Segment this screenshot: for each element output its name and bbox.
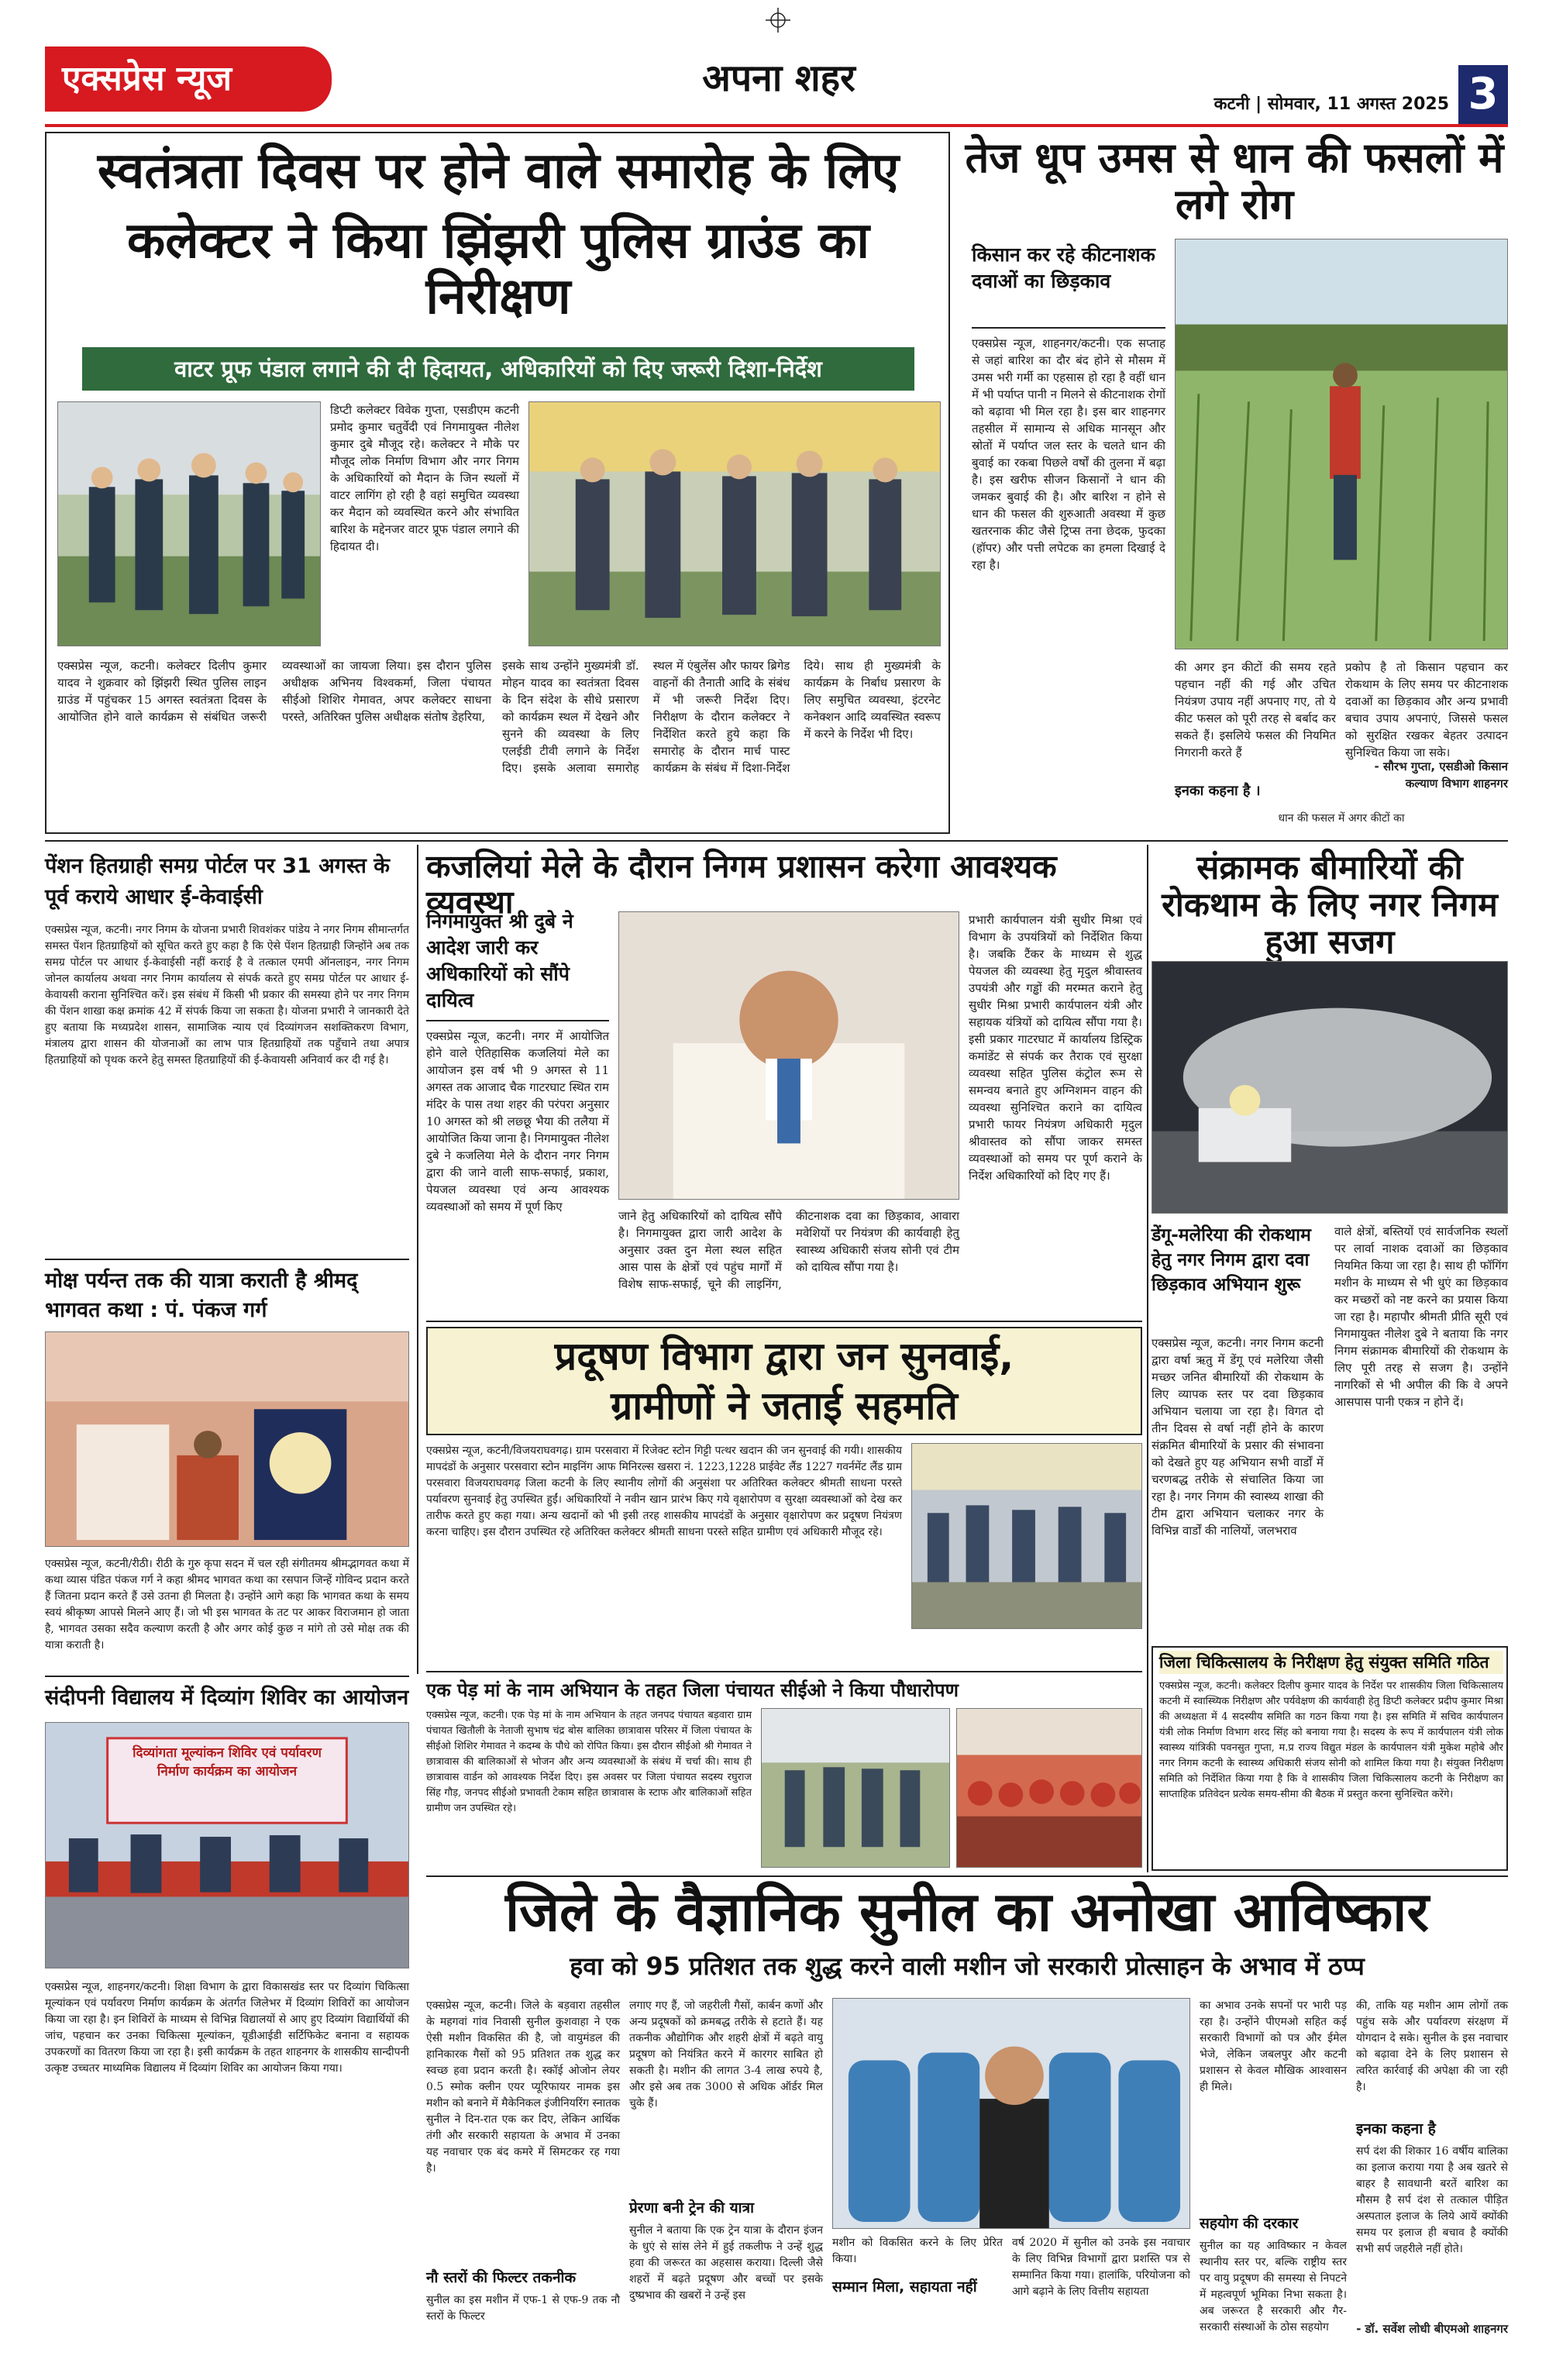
story2-column-a: एक्सप्रेस न्यूज, शाहनगर/कटनी। एक सप्ताह से जहां बारिश का दौर बंद होने से मौसम में उमस भरी गर्मी का एहसास हो रहा है वहीं धान में भी पर्याप्त पानी न मिलने से कीटनाशक रोगों को बढ़ावा भी मिल रहा है। इस बार शाहनगर तहसील में सामान्य से अधिक मानसून और स्रोतों में पर्याप्त जल स्तर के चलते धान की बुवाई का रकबा पिछले वर्षों की तुलना में बढ़ा है। इस खरीफ सीजन किसानों ने धान की जमकर बुवाई की है। और बारिश न होने से धान की फसल की शुरुआती अवस्था में कुछ खतरनाक कीट जैसे ट्रिप्स तना छेदक, फुदका (हॉपर) और पत्ती लपेटक का हमला दिखाई दे रहा है। <box>972 336 1165 572</box>
story11-photo <box>832 1998 1190 2229</box>
story7-photo <box>911 1443 1142 1629</box>
story11-column-d2: सुनील का यह आविष्कार न केवल स्थानीय स्तर पर, बल्कि राष्ट्रीय स्तर पर वायु प्रदूषण की समस्या से निपटने में महत्वपूर्ण भूमिका निभा सकता है। अब जरूरत है सरकारी और गैर-सरकारी संस्थाओं के ठोस सहयोग <box>1200 2240 1347 2334</box>
story-independence-day <box>45 132 950 834</box>
story11-column-c: मशीन को विकसित करने के लिए प्रेरित किया। <box>832 2237 1003 2265</box>
story1-photo-left <box>57 401 321 646</box>
story9-headline: संक्रामक बीमारियों की रोकथाम के लिए नगर निगम हुआ सजग <box>1162 849 1498 963</box>
register-mark <box>766 8 790 33</box>
story2-expert-label: इनका कहना है । <box>1175 783 1261 799</box>
story1-photo-right <box>528 401 941 646</box>
story6-column-b: जाने हेतु अधिकारियों को दायित्व सौंपे है। निगमायुक्त द्वारा जारी आदेश के अनुसार उक्त दुन मेला स्थल सहित आस पास के क्षेत्रों एवं पहुंच मार्गों में विशेष साफ-सफाई, चूने की लाइनिंग, कीटनाशक दवा का छिड़काव, आवारा मवेशियों पर नियंत्रण की कार्यवाही हेतु स्वास्थ्य अधिकारी संजय सोनी एवं टीम को दायित्व सौंपा गया है। <box>618 1209 959 1291</box>
story11-column-c2: वर्ष 2020 में सुनील को उनके इस नवाचार के लिए विभिन्न विभागों द्वारा प्रशस्ति पत्र से सम्मानित किया गया। हालांकि, परियोजना को आगे बढ़ाने के लिए वित्तीय सहायता <box>1012 2237 1190 2298</box>
story2-headline: तेज धूप उमस से धान की फसलों में लगे रोग <box>965 133 1504 229</box>
story11-column-e: की, ताकि यह मशीन आम लोगों तक पहुंच सके और पर्यावरण संरक्षण में योगदान दे सके। सुनील के इस नवाचार को बढ़ावा देने के लिए प्रशासन से त्वरित कार्रवाई की अपेक्षा की जा रही है। <box>1356 1999 1508 2093</box>
story2-column-b: की अगर इन कीटों की समय रहते पहचान नहीं की गई और उचित नियंत्रण उपाय नहीं अपनाए गए, तो ये कीट फसल को पूरी तरह से बर्बाद कर सकते हैं। इसलिये फसल की नियमित निगरानी करते हैं <box>1175 660 1336 759</box>
story8-photo-1 <box>761 1708 950 1868</box>
story11-column-e2: सर्प दंश की शिकार 16 वर्षीय बालिका का इलाज कराया गया है अब खतरे से बाहर है सावधानी बरतें बारिश का मौसम है सर्प दंश से तत्काल पीड़ित अस्पताल इलाज के लिये आयें क्योंकी समय पर इलाज ही बचाव है क्योंकी सभी सर्प जहरीले नहीं होते। <box>1356 2145 1508 2255</box>
story2-caption: धान की फसल में अगर कीटों का <box>1278 812 1405 825</box>
story-pollution-hearing <box>426 1327 1142 1668</box>
story11-sub3: सम्मान मिला, सहायता नहीं <box>832 2278 977 2296</box>
story4-body: एक्सप्रेस न्यूज, कटनी/रीठी। रीठी के गुरु कृपा सदन में चल रही संगीतमय श्रीमद्भागवत कथा में कथा व्यास पंडित पंकज गर्ग ने कहा श्रीमद भागवत कथा का रसपान जिन्हें गोविन्द प्रदान करते हैं जितना प्रदान करते हैं उसे उतना ही मिलता है। उन्होंने आगे कहा कि भागवत कथा के समय स्वयं श्रीकृष्ण आपसे मिलने आए हैं। जो भी इस भागवत के तट पर आकर विराजमान हो जाता है, भागवत उसका सदैव कल्याण करती है और अगर कोई कुछ न मांगे तो उसे मोक्ष तक की यात्रा कराती है। <box>45 1558 409 1652</box>
story11-sub1: नौ स्तरों की फिल्टर तकनीक <box>426 2269 577 2286</box>
brand-tab <box>45 46 332 112</box>
story-plantation <box>426 1631 1142 1672</box>
story-ek-ped-maa-ke-naam <box>426 1677 1142 1871</box>
story1-subhead: वाटर प्रूफ पंडाल लगाने की दी हिदायत, अधिकारियों को दिए जरूरी दिशा-निर्देश <box>82 347 914 391</box>
story4-headline: मोक्ष पर्यन्त तक की यात्रा कराती है श्रीमद् भागवत कथा : पं. पंकज गर्ग <box>45 1269 358 1322</box>
story-bhagwat-katha <box>45 1263 409 1672</box>
story11-expert-sign: - डॉ. सर्वेश लोधी बीएमओ शाहनगर <box>1356 2322 1508 2336</box>
story11-column-b2: सुनील ने बताया कि एक ट्रेन यात्रा के दौरान इंजन के धुएं से सांस लेने में हुई तकलीफ ने उन्हें शुद्ध हवा की जरूरत का अहसास कराया। दिल्ली जैसे शहरों में बढ़ते प्रदूषण और बच्चों पर इसके दुष्प्रभाव की खबरों ने उन्हें इस <box>629 2224 823 2302</box>
brand-name: एक्सप्रेस न्यूज <box>62 59 232 98</box>
story8-headline: एक पेड़ मां के नाम अभियान के तहत जिला पंचायत सीईओ ने किया पौधारोपण <box>426 1679 959 1701</box>
story6-kicker: निगमायुक्त श्री दुबे ने आदेश जारी कर अधिकारियों को सौंपे दायित्व <box>426 910 573 1011</box>
story9-column-b: वाले क्षेत्रों, बस्तियों एवं सार्वजनिक स्थलों पर लार्वा नाशक दवाओं का छिड़काव नियमित किया जा रहा है। साथ ही फॉगिंग मशीन के माध्यम से भी धुएं का छिड़काव कर मच्छरों को नष्ट करने का प्रयास किया जा रहा है। महापौर श्रीमती प्रीति सूरी एवं निगमायुक्त नीलेश दुबे ने बताया कि नगर निगम संक्रामक बीमारियों की रोकथाम के लिए पूरी तरह से सजग है। उन्होंने नागरिकों से भी अपील की कि वे अपने आसपास पानी एकत्र न होने दें। <box>1334 1224 1508 1409</box>
story8-body: एक्सप्रेस न्यूज, कटनी। एक पेड़ मां के नाम अभियान के तहत जनपद पंचायत बड़वारा ग्राम पंचायत खितौली के नेताजी सुभाष चंद्र बोस बालिका छात्रावास परिसर में जिला पंचायत के सीईओ शिशिर गेमावत ने कदम्ब के पौधे को रोपित किया। इस दौरान सीईओ श्री गेमावत ने छात्रावास की बालिकाओं से भोजन और अन्य व्यवस्थाओं के संबंध में चर्चा की। साथ ही छात्रावास वार्डन को आवश्यक निर्देश दिए। इस अवसर पर जिला पंचायत सदस्य रघुराज सिंह गौड़, जनपद सीईओ प्रभावती टेकाम सहित छात्रावास के स्टाफ और बालिकाओं सहित ग्रामीण जन उपस्थित रहे। <box>426 1710 752 1814</box>
story2-kicker: किसान कर रहे कीटनाशक दवाओं का छिड़काव <box>972 243 1155 292</box>
story10-body: एक्सप्रेस न्यूज, कटनी। कलेक्टर दिलीप कुमार यादव के निर्देश पर शासकीय जिला चिकित्सालय कटनी में स्वास्थ्यिक निरीक्षण और पर्यवेक्षण की कार्यवाही हेतु डिप्टी कलेक्टर प्रदीप कुमार मिश्रा की अध्यक्षता में 4 सदस्यीय समिति का गठन किया गया है। इस समिति में सचिव कार्यपालन यंत्री लोक निर्माण विभाग शरद सिंह को बनाया गया है। सदस्य के रूप में कार्यपालन यंत्री लोक स्वास्थ्य यांत्रिकी पवनसुत गुप्ता, म.प्र राज्य विद्युत मंडल के कार्यपालन यंत्री मुकेश महोबे और नगर निगम कटनी के स्वास्थ्य अधिकारी संजय सोनी को शामिल किया गया है। संयुक्त निरीक्षण समिति को निर्देशित किया गया है कि वे शासकीय जिला चिकित्सालय कटनी के निरीक्षण का साप्ताहिक प्रतिवेदन प्रत्येक समय-सीमा की बैठक में प्रस्तुत करना सुनिश्चित करेंगे। <box>1159 1680 1503 1800</box>
story-hospital-inspection <box>1152 1646 1508 1871</box>
story3-body: एक्सप्रेस न्यूज, कटनी। नगर निगम के योजना प्रभारी शिवशंकर पांडेय ने नगर निगम सीमान्तर्गत समस्त पेंशन हितग्राहियों को सूचित करते हुए कहा है कि ऐसे पेंशन हितग्राही जिन्होंने अब तक समग्र पोर्टल पर आधार ई-केवाईसी नहीं कराई है वे तत्काल एमपी ऑनलाइन, नगर निगम जोनल कार्यालय अथवा नगर निगम कार्यालय से संपर्क करते हुए समग्र पोर्टल पर आधार ई-केवायसी कराना सुनिश्चित करें। इस संबंध में किसी भी प्रकार की समस्या होने पर नगर निगम की पेंशन शाखा कक्ष क्रमांक 42 में संपर्क किया जा सकता है। योजना प्रभारी ने जानकारी देते हुए बताया कि मध्यप्रदेश शासन, सामाजिक न्याय एवं दिव्यांगजन सशक्तिकरण विभाग, मंत्रालय द्वारा शासन की योजनाओं का लाभ पात्र हितग्राहियों तक पहुँचाने तथा अपात्र हितग्राहियों को पृथक करने हेतु समस्त हितग्राहियों की ई-केवायसी अनिवार्य कर दी गई है। <box>45 924 409 1066</box>
story-divyang-camp <box>45 1679 409 2345</box>
story11-sub2: प्रेरणा बनी ट्रेन की यात्रा <box>629 2199 754 2216</box>
story9-photo <box>1152 961 1508 1214</box>
story7-body: एक्सप्रेस न्यूज, कटनी/विजयराघवगढ़। ग्राम परसवारा में रिजेक्ट स्टोन गिट्टी पत्थर खदान की जन सुनवाई की गयी। शासकीय मापदंडों के अनुसार परसवारा स्टोन माइनिंग आफ मिनिरल्स खसरा नं. 1223,1228 प्राईवेट लैंड 1227 गवर्नमेंट लैंड ग्राम परसवारा विजयराघवगढ़ जिला कटनी के लिए स्थानीय लोगों की अनुसंशा पर अतिरिक्त कलेक्टर श्रीमती साधना परस्ते पर्यावरण सुनवाई हेतु उपस्थित हुईं। अधिकारियों ने नवीन खान प्रारंभ किए गये वृक्षारोपण व सुरक्षा व्यवस्थाओं को देख कर तारीफ करते हुए कहा गया। अन्य खदानों को भी इसी तरह शासकीय मापदंडों के अनुसार वृक्षारोपण कर प्रदूषण नियंत्रण करना चाहिए। इस दौरान उपस्थित रहे अतिरिक्त कलेक्टर श्रीमती साधना परस्ते सहित ग्रामीण एवं अधिकारी मौजूद रहे। <box>426 1445 902 1538</box>
masthead <box>0 0 1556 132</box>
story11-expert-label: इनका कहना है <box>1356 2120 1436 2137</box>
story9-column-a: एक्सप्रेस न्यूज, कटनी। नगर निगम कटनी द्वारा वर्षा ऋतु में डेंगू एवं मलेरिया जैसी मच्छर जनित बीमारियों की रोकथाम के लिए व्यापक स्तर पर दवा छिड़काव अभियान चलाया जा रहा है। विगत दो तीन दिवस से वर्षा नहीं होने के कारण संक्रमित बीमारियों के प्रसार की संभावना को देखते हुए यह अभियान सभी वार्डों में चरणबद्ध तरीके से संचालित किया जा रहा है। नगर निगम की स्वास्थ्य शाखा की टीम द्वारा अभियान चलाकर नगर के विभिन्न वार्डों की नालियों, जलभराव <box>1152 1336 1324 1538</box>
story10-headline: जिला चिकित्सालय के निरीक्षण हेतु संयुक्त समिति गठित <box>1159 1651 1503 1674</box>
story11-column-d: का अभाव उनके सपनों पर भारी पड़ रहा है। उन्होंने पीएमओ सहित कई सरकारी विभागों को पत्र और ईमेल भेजे, लेकिन जबलपुर और कटनी प्रशासन से केवल मौखिक आश्वासन ही मिले। <box>1200 1999 1347 2093</box>
story11-column-a2: सुनील का इस मशीन में एफ-1 से एफ-9 तक नौ स्तरों के फिल्टर <box>426 2294 620 2323</box>
story6-column-c: प्रभारी कार्यपालन यंत्री सुधीर मिश्रा एवं विभाग के उपयंत्रियों को निर्देशित किया है। जबकि टैंकर के माध्यम से शुद्ध पेयजल की व्यवस्था हेतु मृदुल श्रीवास्तव उपयंत्री और गड्ढों की मरम्मत कराने हेतु सुधीर मिश्रा प्रभारी कार्यपालन यंत्री और सहायक यंत्रियों को दायित्व सौंपा गया है। इसी प्रकार गाटरघाट में कार्यालय डिस्ट्रिक कमांडेंट से संपर्क कर तैराक एवं सुरक्षा व्यवस्था सहित पुलिस कंट्रोल रूम से समन्वय बनाते हुए अग्निशमन वाहन की व्यवस्था सुनिश्चित कराने का दायित्व प्रभारी फायर नियंत्रण अधिकारी मृदुल श्रीवास्तव को सौंपा जाकर समस्त व्यवस्थाओं को समय पर पूर्ण कराने के निर्देश अधिकारियों को दिए गए हैं। <box>969 913 1142 1183</box>
story1-column-b: एक्सप्रेस न्यूज, कटनी। कलेक्टर दिलीप कुमार यादव ने शुक्रवार को झिंझरी स्थित पुलिस लाइन ग्राउंड में पहुंचकर 15 अगस्त स्वतंत्रता दिवस के आयोजित होने वाले कार्यक्रम से संबंधित जरूरी व्यवस्थाओं का जायजा लिया। इस दौरान पुलिस अधीक्षक अभिनय विश्वकर्मा, जिला पंचायत सीईओ शिशिर गेमावत, अपर कलेक्टर साधना परस्ते, अतिरिक्त पुलिस अधीक्षक संतोष डेहरिया, <box>57 659 491 724</box>
story11-column-a: एक्सप्रेस न्यूज, कटनी। जिले के बड़वारा तहसील के महगवां गांव निवासी सुनील कुशवाहा ने एक ऐसी मशीन विकसित की है, जो वायुमंडल की हानिकारक गैसों को 95 प्रतिशत तक शुद्ध कर स्वच्छ हवा प्रदान करती है। स्कॉई ओजोन लेयर 0.5 स्मोक क्लीन एयर प्यूरिफायर नामक इस मशीन को बनाने में मैकेनिकल इंजीनियरिंग स्नातक सुनील ने दिन-रात एक कर दिए, लेकिन आर्थिक तंगी और सरकारी सहायता के अभाव में उनका यह नवाचार एक बंद कमरे में सिमटकर रह गया है। <box>426 1999 620 2175</box>
story5-body: एक्सप्रेस न्यूज, शाहनगर/कटनी। शिक्षा विभाग के द्वारा विकासखंड स्तर पर दिव्यांग चिकित्सा मूल्यांकन एवं पर्यावरण निर्माण कार्यक्रम के अंतर्गत जिलेभर में दिव्यांग शिविरों का आयोजन किया जा रहा है। इन शिविरों के माध्यम से विभिन्न विद्यालयों से आए हुए दिव्यांग विद्यार्थियों की जांच, पहचान कर उनका चिकित्सा मूल्यांकन, यूडीआईडी सर्टिफिकेट बनाना व सहायक उपकरणों का वितरण किया जा रहा है। इसी कार्यक्रम के तहत शाहनगर के शासकीय सान्दीपनी उत्कृष्ट उच्चतर माध्यमिक विद्यालय में दिव्यांग शिविर का आयोजन किया गया। <box>45 1981 409 2075</box>
story1-column-a: डिप्टी कलेक्टर विवेक गुप्ता, एसडीएम कटनी प्रमोद कुमार चतुर्वेदी एवं निगमायुक्त नीलेश कुमार दुबे मौजूद रहे। कलेक्टर ने मौके पर मौजूद लोक निर्माण विभाग और नगर निगम के अधिकारियों को मैदान के जिन स्थलों में वाटर लागिंग हो रही है वहां समुचित व्यवस्था कर मैदान को व्यवस्थित करने और संभावित बारिश के मद्देनजर वाटर प्रूफ पंडाल लगाने की हिदायत दी। <box>330 403 519 553</box>
story1-column-c: इसके साथ उन्होंने मुख्यमंत्री डॉ. मोहन यादव का स्वतंत्रता दिवस के दिन संदेश के सीधे प्रसारण को कार्यक्रम स्थल में देखने और सुनने की व्यवस्था के लिए एलईडी टीवी लगाने के निर्देश दिए। इसके अलावा समारोह स्थल में एंबुलेंस और फायर ब्रिगेड वाहनों की तैनाती आदि के संबंध में भी जरूरी निर्देश दिए। निरीक्षण के दौरान कलेक्टर ने निर्देशित करते हुये कहा कि समारोह के दौरान मार्च पास्ट कार्यक्रम के संबंध में दिशा-निर्देश दिये। साथ ही मुख्यमंत्री के कार्यक्रम के निर्बाध प्रसारण के लिए समुचित व्यवस्था, इंटरनेट कनेक्शन आदि व्यवस्थित स्वरूप में करने के निर्देश भी दिए। <box>502 659 941 775</box>
story9-kicker: डेंगू-मलेरिया की रोकथाम हेतु नगर निगम द्वारा दवा छिड़काव अभियान शुरू <box>1152 1225 1311 1295</box>
story6-photo <box>618 911 959 1200</box>
story8-photo-2 <box>956 1708 1142 1868</box>
story-pension-ekyc <box>45 845 409 1255</box>
story2-column-c: प्रकोप है तो किसान पहचान कर रोकथाम के लिए समय पर कीटनाशक दवाओं का छिड़काव और अन्य प्रभावी बचाव उपाय अपनाएं, जिससे फसल को सुरक्षित रखकर बेहतर उत्पादन सुनिश्चित किया जा सके। <box>1345 660 1508 759</box>
story2-photo <box>1175 239 1508 649</box>
crosshair-icon <box>766 8 790 33</box>
story-sunil-invention <box>426 1882 1508 2362</box>
story11-column-b: लगाए गए हैं, जो जहरीली गैसों, कार्बन कणों और अन्य प्रदूषकों को क्रमबद्ध तरीके से हटाते हैं। यह तकनीक औद्योगिक और शहरी क्षेत्रों में बढ़ते वायु प्रदूषण को नियंत्रित करने में कारगर साबित हो सकती है। मशीन की लागत 3-4 लाख रुपये है, और इसे अब तक 3000 से अधिक ऑर्डर मिल चुके हैं। <box>629 1999 823 2110</box>
story-paddy-disease <box>961 132 1508 834</box>
story11-headline: जिले के वैज्ञानिक सुनील का अनोखा आविष्कार <box>504 1880 1430 1944</box>
dateline: कटनी | सोमवार, 11 अगस्त 2025 <box>1213 95 1449 114</box>
story-kajaliya-mela <box>426 845 1142 1317</box>
story3-headline: पेंशन हितग्राही समग्र पोर्टल पर 31 अगस्त के पूर्व कराये आधार ई-केवाईसी <box>45 854 391 909</box>
page-number: 3 <box>1458 65 1508 124</box>
story2-expert-sign: - सौरभ गुप्ता, एसडीओ किसान कल्याण विभाग शाहनगर <box>1374 759 1508 790</box>
story5-headline: संदीपनी विद्यालय में दिव्यांग शिविर का आयोजन <box>45 1686 409 1710</box>
section-name: अपना शहर <box>702 57 855 100</box>
story7-headline-box: प्रदूषण विभाग द्वारा जन सुनवाई, ग्रामीणों ने जताई सहमति <box>426 1327 1142 1435</box>
story6-headline: कजलियां मेले के दौरान निगम प्रशासन करेगा आवश्यक व्यवस्था <box>426 848 1057 921</box>
story1-headline-2: कलेक्टर ने किया झिंझरी पुलिस ग्राउंड का निरीक्षण <box>127 212 869 325</box>
story4-photo <box>45 1331 409 1547</box>
story6-column-a: एक्सप्रेस न्यूज, कटनी। नगर में आयोजित होने वाले ऐतिहासिक कजलियां मेले का आयोजन इस वर्ष भी 9 अगस्त से 11 अगस्त तक आजाद चैक गाटरघाट स्थित राम मंदिर के पास तथा शहर की परंपरा अनुसार 10 अगस्त को श्री लछ्छू भैया की तलैया में आयोजित किया जाना है। निगमायुक्त नीलेश दुबे ने कजलिया मेले के दौरान नगर निगम द्वारा की जाने वाली साफ-सफाई, प्रकाश, पेयजल व्यवस्था एवं अन्य आवश्यक व्यवस्थाओं को समय में पूर्ण किए <box>426 1029 609 1214</box>
story-disease-prevention <box>1152 845 1508 1643</box>
story11-subhead: हवा को 95 प्रतिशत तक शुद्ध करने वाली मशीन जो सरकारी प्रोत्साहन के अभाव में ठप्प <box>570 1951 1365 1981</box>
story1-headline-1: स्वतंत्रता दिवस पर होने वाले समारोह के लिए <box>97 143 900 200</box>
story5-banner: दिव्यांगता मूल्यांकन शिविर एवं पर्यावरण निर्माण कार्यक्रम का आयोजन <box>133 1745 322 1779</box>
story11-sub4: सहयोग की दरकार <box>1200 2215 1299 2232</box>
